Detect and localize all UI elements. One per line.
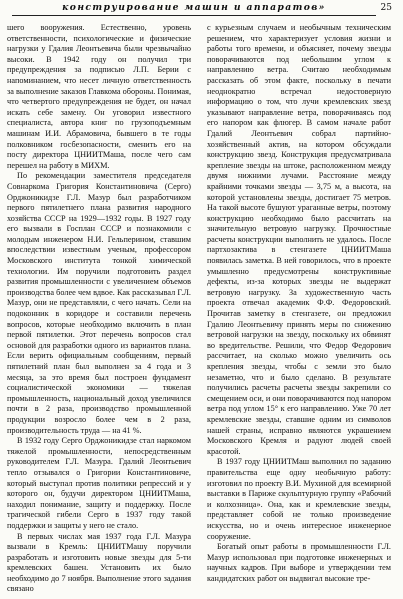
paragraph: шего вооружения. Естественно, уровень ответственности, психологические и физические нагрузки у Гдалия Леонтьевича были чрезвычайно высоки. В 1942 году он получил три предупреждения за подписью Л.П. Берии с напоминанием, что несет личную ответственность за выполнение заказов Главкома обороны. Понимая, что четвертого предупреждения не будет, он начал искать себе замену. Он уговорил известного специалиста, автора книг по грузоподъемным машинам И.И. Абрамовича, бывшего в те годы полковником госбезопасности, сменить его на посту директора ЦНИИТМаша, после чего сам перешел на работу в МИХМ.	[7, 23, 192, 170]
paragraph: с курьезным случаем и необычным техническим решением, что характеризует условия жизни и работы того времени, и объясняет, почему звезды поворачиваются под небольшим углом к направлению ветра. Считаю необходимым рассказать об этом факте, поскольку в печати неоднократно встречал недостоверную информацию о том, что лучи кремлевских звезд указывают направление ветра, поворачиваясь под его напором как флюгер. В самом начале работ Гдалий Леонтьевич собрал партийно-хозяйственный актив, на котором обсуждали конструкцию звезд. Конструкция предусматривала крепление звезды на штоке, расположенном между двумя нижними лучами. Расстояние между крайними точками звезды — 3,75 м, а высота, на которой установлены звезды, достигает 75 метров. На такой высоте бушуют ураганные ветры, поэтому конструкцию необходимо было рассчитать на значительную ветровую нагрузку. Прочностные расчеты конструкции выполнить не удалось. После партхозактива в стенгазете ЦНИИТМаша появилась заметка. В ней говорилось, что в проекте умышленно предусмотрены конструктивные дефекты, из-за которых звезды не выдержат ветровую нагрузку. За художественную часть проекта отвечал академик Ф.Ф. Федоровский. Прочитав заметку в стенгазете, он предложил Гдалию Леонтьевичу принять меры по снижению ветровой нагрузки на звезду, поскольку их обвинят во вредительстве. Решили, что Федор Федорович рассчитает, на сколько можно увеличить ось крепления звезды, чтобы с земли это было незаметно, что и было сделано. В результате получились расчеты расчеты звезды закрепили со смещением оси, и они поворачиваются под напором ветра под углом 15° к его направлению. Уже 70 лет кремлевские звезды, ставшие одним из символов нашей страны, исправно являются украшением Московского Кремля и радуют людей своей красотой.	[207, 23, 391, 456]
paragraph: В 1937 году ЦНИИТМаш выполнил по заданию правительства еще одну необычную работу: изготовил по проекту В.И. Мухиной для всемирной выставки в Париже скульптурную группу «Рабочий и колхозница». Она, как и кремлевские звезды, представляет собой не только произведение искусства, но и очень интересное инженерное сооружение.	[207, 457, 391, 541]
running-header	[12, 2, 392, 16]
right-text-column	[207, 23, 391, 584]
left-text-column	[7, 23, 191, 595]
running-head-title: конструирование машин и аппаратов»	[62, 2, 326, 13]
paragraph: Богатый опыт работы в промышленности Г.Л. Мазур использовал при подготовке инженерных и научных кадров. При выборе и утверждении тем кандидатских работ он выдвигал высокие тре-	[207, 542, 391, 583]
paragraph: По рекомендации заместителя председателя Совнаркома Григория Константиновича (Серго) Орджоникидзе Г.Л. Мазур был разработчиком первого пятилетнего плана развития народного хозяйства СССР на 1929—1932 годы. В 1927 году его вызвали в Госплан СССР и познакомили с молодым инженером Н.И. Гельперином, ставшим впоследствии известным ученым, профессором Московского института тонкой химической технологии. Им поручили подготовить раздел развития промышленности с увеличением объемов производства более чем вдвое. Как рассказывал Г.Л. Мазур, они не представляли, с чего начать. Сели на подоконник в коридоре и составили перечень вопросов, которые необходимо включить в план первой пятилетки. Этот перечень вопросов стал основой для разработки одного из вариантов плана. Если верить официальным сообщениям, первый пятилетний план был выполнен за 4 года и 3 месяца, за это время был построен фундамент социалистической экономики — тяжелая промышленность, национальный доход увеличился почти в 2 раза, производство промышленной продукции возросло более чем в 2 раза, производительность труда — на 41 %.	[7, 171, 191, 435]
paragraph: В первых числах мая 1937 года Г.Л. Мазура вызвали в Кремль: ЦНИИТМашу поручили разработать и изготовить новые звезды для 5-ти кремлевских башен. Установить их было необходимо до 7 ноября. Выполнение этого задания связано	[7, 531, 191, 594]
paragraph: В 1932 году Серго Орджоникидзе стал наркомом тяжелой промышленности, непосредственным руководителем Г.Л. Мазура. Гдалий Леонтьевич тепло отзывался о Григории Константиновиче, который выступал против политики репрессий и у которого он, будучи директором ЦНИИТМаша, находил понимание, защиту и поддержку. После трагической гибели Серго в 1937 году такой поддержки и защиты у него не стало.	[7, 436, 191, 530]
page-number: 25	[380, 3, 392, 13]
